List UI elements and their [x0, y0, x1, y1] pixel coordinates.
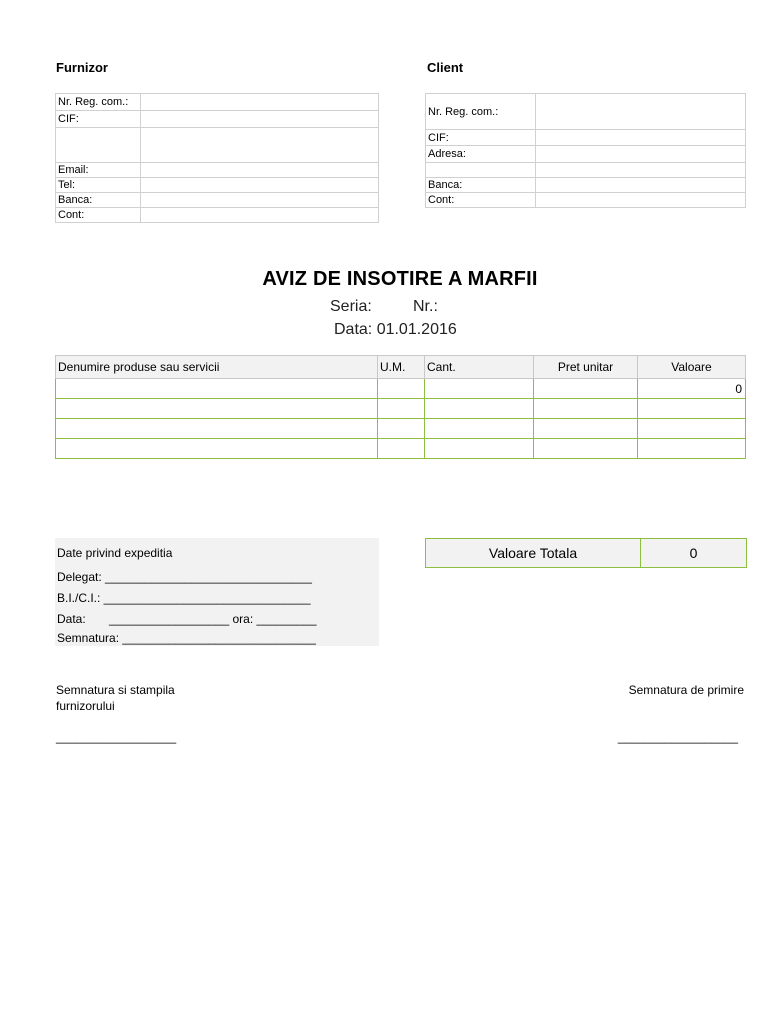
client-row: [426, 94, 746, 130]
client-field-value[interactable]: [536, 193, 746, 208]
supplier-field-value[interactable]: [141, 111, 379, 128]
client-field-label: [426, 163, 536, 178]
item-pret-cell[interactable]: [534, 399, 638, 419]
item-cant-cell[interactable]: [425, 439, 534, 459]
client-row: [426, 146, 746, 163]
item-pret-cell[interactable]: [534, 439, 638, 459]
client-field-value[interactable]: [536, 178, 746, 193]
client-field-label: Banca:: [426, 178, 536, 193]
item-cant-cell[interactable]: [425, 379, 534, 399]
supplier-field-label: [56, 128, 141, 163]
supplier-field-value[interactable]: [141, 193, 379, 208]
item-cant-cell[interactable]: [425, 399, 534, 419]
client-field-label: Nr. Reg. com.:: [426, 94, 536, 130]
expedition-delegat[interactable]: Delegat: _______________________________: [57, 570, 312, 584]
item-pret-cell[interactable]: [534, 379, 638, 399]
item-valoare-cell[interactable]: [638, 399, 746, 419]
item-um-cell[interactable]: [378, 379, 425, 399]
items-table: [55, 355, 746, 459]
table-row: [56, 399, 746, 419]
supplier-field-label: Tel:: [56, 178, 141, 193]
supplier-signature-label: Semnatura si stampila: [56, 683, 175, 697]
item-um-cell[interactable]: [378, 439, 425, 459]
supplier-signature-line[interactable]: __________________: [56, 730, 177, 744]
supplier-field-value[interactable]: [141, 163, 379, 178]
item-denumire-cell[interactable]: [56, 419, 378, 439]
header-um: U.M.: [378, 356, 425, 379]
client-field-label: CIF:: [426, 130, 536, 146]
supplier-field-label: Email:: [56, 163, 141, 178]
receiver-signature-line[interactable]: __________________: [617, 730, 738, 744]
supplier-field-value[interactable]: [141, 128, 379, 163]
seria-label: Seria:: [330, 298, 372, 315]
document-date: Data: 01.01.2016: [334, 321, 457, 338]
item-valoare-cell[interactable]: [638, 419, 746, 439]
supplier-row: [56, 208, 379, 223]
header-cant: Cant.: [425, 356, 534, 379]
client-field-label: Cont:: [426, 193, 536, 208]
client-field-label: Adresa:: [426, 146, 536, 163]
table-row: [56, 379, 746, 399]
supplier-field-label: Cont:: [56, 208, 141, 223]
item-um-cell[interactable]: [378, 419, 425, 439]
supplier-field-value[interactable]: [141, 94, 379, 111]
supplier-row: [56, 178, 379, 193]
item-denumire-cell[interactable]: [56, 399, 378, 419]
supplier-row: [56, 193, 379, 208]
supplier-field-label: Nr. Reg. com.:: [56, 94, 141, 111]
table-row: [56, 439, 746, 459]
receiver-signature-label: Semnatura de primire: [628, 683, 744, 697]
client-field-value[interactable]: [536, 163, 746, 178]
header-valoare: Valoare: [638, 356, 746, 379]
table-row: [56, 419, 746, 439]
item-um-cell[interactable]: [378, 399, 425, 419]
item-denumire-cell[interactable]: [56, 439, 378, 459]
client-field-value[interactable]: [536, 94, 746, 130]
supplier-row: [56, 163, 379, 178]
item-denumire-cell[interactable]: [56, 379, 378, 399]
client-row: [426, 178, 746, 193]
total-label: Valoare Totala: [426, 539, 641, 567]
expedition-title: Date privind expeditia: [57, 546, 173, 560]
client-field-value[interactable]: [536, 130, 746, 146]
supplier-field-label: Banca:: [56, 193, 141, 208]
header-pret-unitar: Pret unitar: [534, 356, 638, 379]
total-box: [425, 538, 747, 568]
client-heading: Client: [427, 60, 464, 75]
supplier-field-label: CIF:: [56, 111, 141, 128]
client-field-value[interactable]: [536, 146, 746, 163]
supplier-table: [55, 93, 379, 223]
document-title: AVIZ DE INSOTIRE A MARFII: [262, 268, 538, 290]
supplier-signature-label-2: furnizorului: [56, 699, 115, 713]
client-row: [426, 163, 746, 178]
supplier-row: [56, 111, 379, 128]
client-row: [426, 130, 746, 146]
supplier-row: [56, 94, 379, 111]
supplier-field-value[interactable]: [141, 178, 379, 193]
item-cant-cell[interactable]: [425, 419, 534, 439]
expedition-semnatura[interactable]: Semnatura: _____________________________: [57, 631, 316, 645]
expedition-bici[interactable]: B.I./C.I.: _______________________________: [57, 591, 311, 605]
item-pret-cell[interactable]: [534, 419, 638, 439]
supplier-field-value[interactable]: [141, 208, 379, 223]
item-valoare-cell[interactable]: 0: [638, 379, 746, 399]
total-value: 0: [689, 545, 698, 561]
nr-label: Nr.:: [413, 298, 438, 315]
expedition-data[interactable]: Data: __________________ ora: _________: [57, 612, 317, 626]
supplier-heading: Furnizor: [56, 60, 108, 75]
items-header-row: [56, 356, 746, 379]
supplier-row: [56, 128, 379, 163]
expedition-panel: [55, 538, 379, 646]
header-denumire: Denumire produse sau servicii: [56, 356, 378, 379]
client-table: [425, 93, 746, 208]
item-valoare-cell[interactable]: [638, 439, 746, 459]
client-row: [426, 193, 746, 208]
